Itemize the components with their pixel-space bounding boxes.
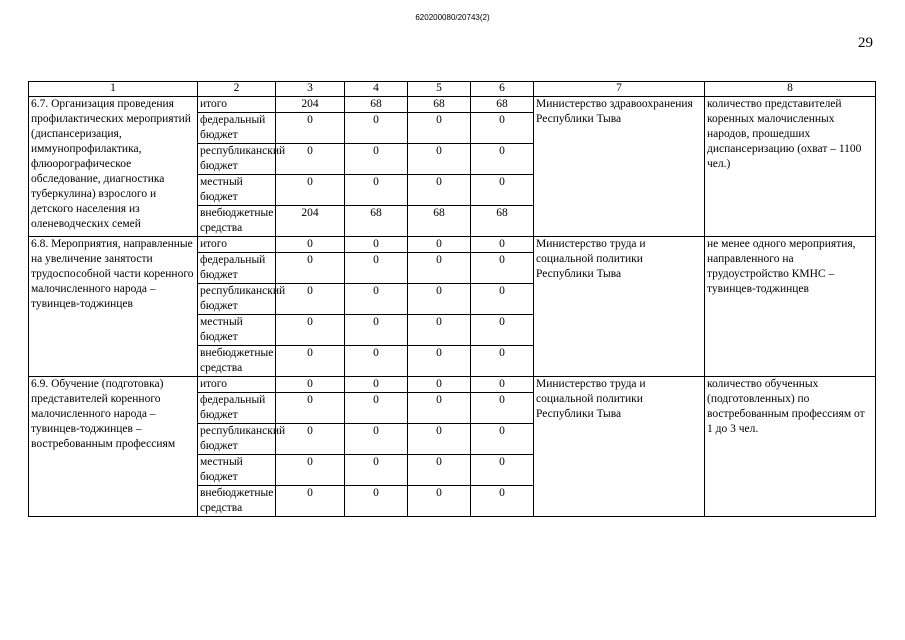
column-header: 2: [198, 82, 276, 97]
value-cell: 0: [276, 424, 345, 455]
value-cell: 0: [345, 455, 408, 486]
column-header: 4: [345, 82, 408, 97]
value-cell: 68: [345, 97, 408, 113]
funding-source: республиканский бюджет: [198, 284, 276, 315]
value-cell: 0: [471, 253, 534, 284]
value-cell: 0: [408, 284, 471, 315]
column-numbers-row: [29, 82, 876, 97]
column-header: 7: [534, 82, 705, 97]
document-code: 620200080/20743(2): [415, 13, 490, 22]
value-cell: 0: [471, 486, 534, 517]
value-cell: 0: [345, 486, 408, 517]
value-cell: 0: [471, 113, 534, 144]
value-cell: 0: [471, 424, 534, 455]
value-cell: 0: [276, 253, 345, 284]
value-cell: 0: [345, 113, 408, 144]
value-cell: 0: [471, 346, 534, 377]
table-row: [29, 377, 876, 393]
value-cell: 0: [408, 175, 471, 206]
column-header: 5: [408, 82, 471, 97]
value-cell: 0: [276, 393, 345, 424]
value-cell: 0: [471, 284, 534, 315]
value-cell: 0: [471, 237, 534, 253]
value-cell: 0: [276, 237, 345, 253]
value-cell: 68: [408, 206, 471, 237]
funding-source: республиканский бюджет: [198, 424, 276, 455]
value-cell: 0: [276, 486, 345, 517]
value-cell: 68: [408, 97, 471, 113]
value-cell: 0: [408, 346, 471, 377]
column-header: 8: [705, 82, 876, 97]
measure-title: 6.7. Организация проведения профилактических мероприятий (диспансеризация, иммунопрофилактика, флюорографическое обследование, диагностика туберкулина) взрослого и детского населения из оленеводческих семей: [29, 97, 198, 237]
value-cell: 204: [276, 97, 345, 113]
funding-source: местный бюджет: [198, 175, 276, 206]
value-cell: 0: [408, 377, 471, 393]
value-cell: 0: [408, 315, 471, 346]
value-cell: 0: [408, 144, 471, 175]
funding-source: внебюджетные средства: [198, 346, 276, 377]
value-cell: 0: [471, 144, 534, 175]
funding-source: итого: [198, 97, 276, 113]
value-cell: 68: [471, 97, 534, 113]
value-cell: 0: [345, 315, 408, 346]
value-cell: 0: [408, 424, 471, 455]
funding-source: федеральный бюджет: [198, 393, 276, 424]
value-cell: 0: [471, 393, 534, 424]
funding-source: федеральный бюджет: [198, 253, 276, 284]
executor: Министерство труда и социальной политики Республики Тыва: [534, 237, 705, 377]
value-cell: 0: [471, 175, 534, 206]
value-cell: 0: [276, 284, 345, 315]
column-header: 1: [29, 82, 198, 97]
value-cell: 0: [408, 455, 471, 486]
funding-source: федеральный бюджет: [198, 113, 276, 144]
value-cell: 0: [471, 455, 534, 486]
executor: Министерство труда и социальной политики Республики Тыва: [534, 377, 705, 517]
page-number: 29: [858, 35, 873, 51]
value-cell: 0: [408, 486, 471, 517]
value-cell: 204: [276, 206, 345, 237]
indicator: количество представителей коренных малочисленных народов, прошедших диспансеризацию (охват – 1100 чел.): [705, 97, 876, 237]
funding-source: местный бюджет: [198, 455, 276, 486]
value-cell: 0: [408, 393, 471, 424]
value-cell: 0: [345, 284, 408, 315]
value-cell: 0: [345, 346, 408, 377]
value-cell: 68: [345, 206, 408, 237]
value-cell: 0: [276, 175, 345, 206]
value-cell: 0: [276, 315, 345, 346]
value-cell: 0: [345, 377, 408, 393]
value-cell: 0: [345, 237, 408, 253]
value-cell: 0: [345, 144, 408, 175]
funding-source: внебюджетные средства: [198, 486, 276, 517]
measure-title: 6.9. Обучение (подготовка) представителей коренного малочисленного народа – тувинцев-тоджинцев – востребованным профессиям: [29, 377, 198, 517]
column-header: 3: [276, 82, 345, 97]
value-cell: 0: [345, 424, 408, 455]
program-table: [28, 81, 876, 517]
funding-source: республиканский бюджет: [198, 144, 276, 175]
indicator: количество обученных (подготовленных) по востребованным профессиям от 1 до 3 чел.: [705, 377, 876, 517]
value-cell: 0: [276, 113, 345, 144]
value-cell: 0: [471, 315, 534, 346]
funding-source: итого: [198, 377, 276, 393]
value-cell: 0: [408, 113, 471, 144]
value-cell: 0: [276, 144, 345, 175]
value-cell: 0: [345, 393, 408, 424]
value-cell: 0: [276, 346, 345, 377]
measure-title: 6.8. Мероприятия, направленные на увеличение занятости трудоспособной части коренного малочисленного народа – тувинцев-тоджинцев: [29, 237, 198, 377]
column-header: 6: [471, 82, 534, 97]
value-cell: 0: [276, 377, 345, 393]
value-cell: 0: [345, 253, 408, 284]
indicator: не менее одного мероприятия, направленного на трудоустройство КМНС – тувинцев-тоджинцев: [705, 237, 876, 377]
value-cell: 68: [471, 206, 534, 237]
funding-source: местный бюджет: [198, 315, 276, 346]
table-row: [29, 97, 876, 113]
funding-source: внебюджетные средства: [198, 206, 276, 237]
executor: Министерство здравоохранения Республики Тыва: [534, 97, 705, 237]
value-cell: 0: [276, 455, 345, 486]
value-cell: 0: [408, 253, 471, 284]
value-cell: 0: [345, 175, 408, 206]
value-cell: 0: [471, 377, 534, 393]
value-cell: 0: [408, 237, 471, 253]
table-row: [29, 237, 876, 253]
funding-source: итого: [198, 237, 276, 253]
